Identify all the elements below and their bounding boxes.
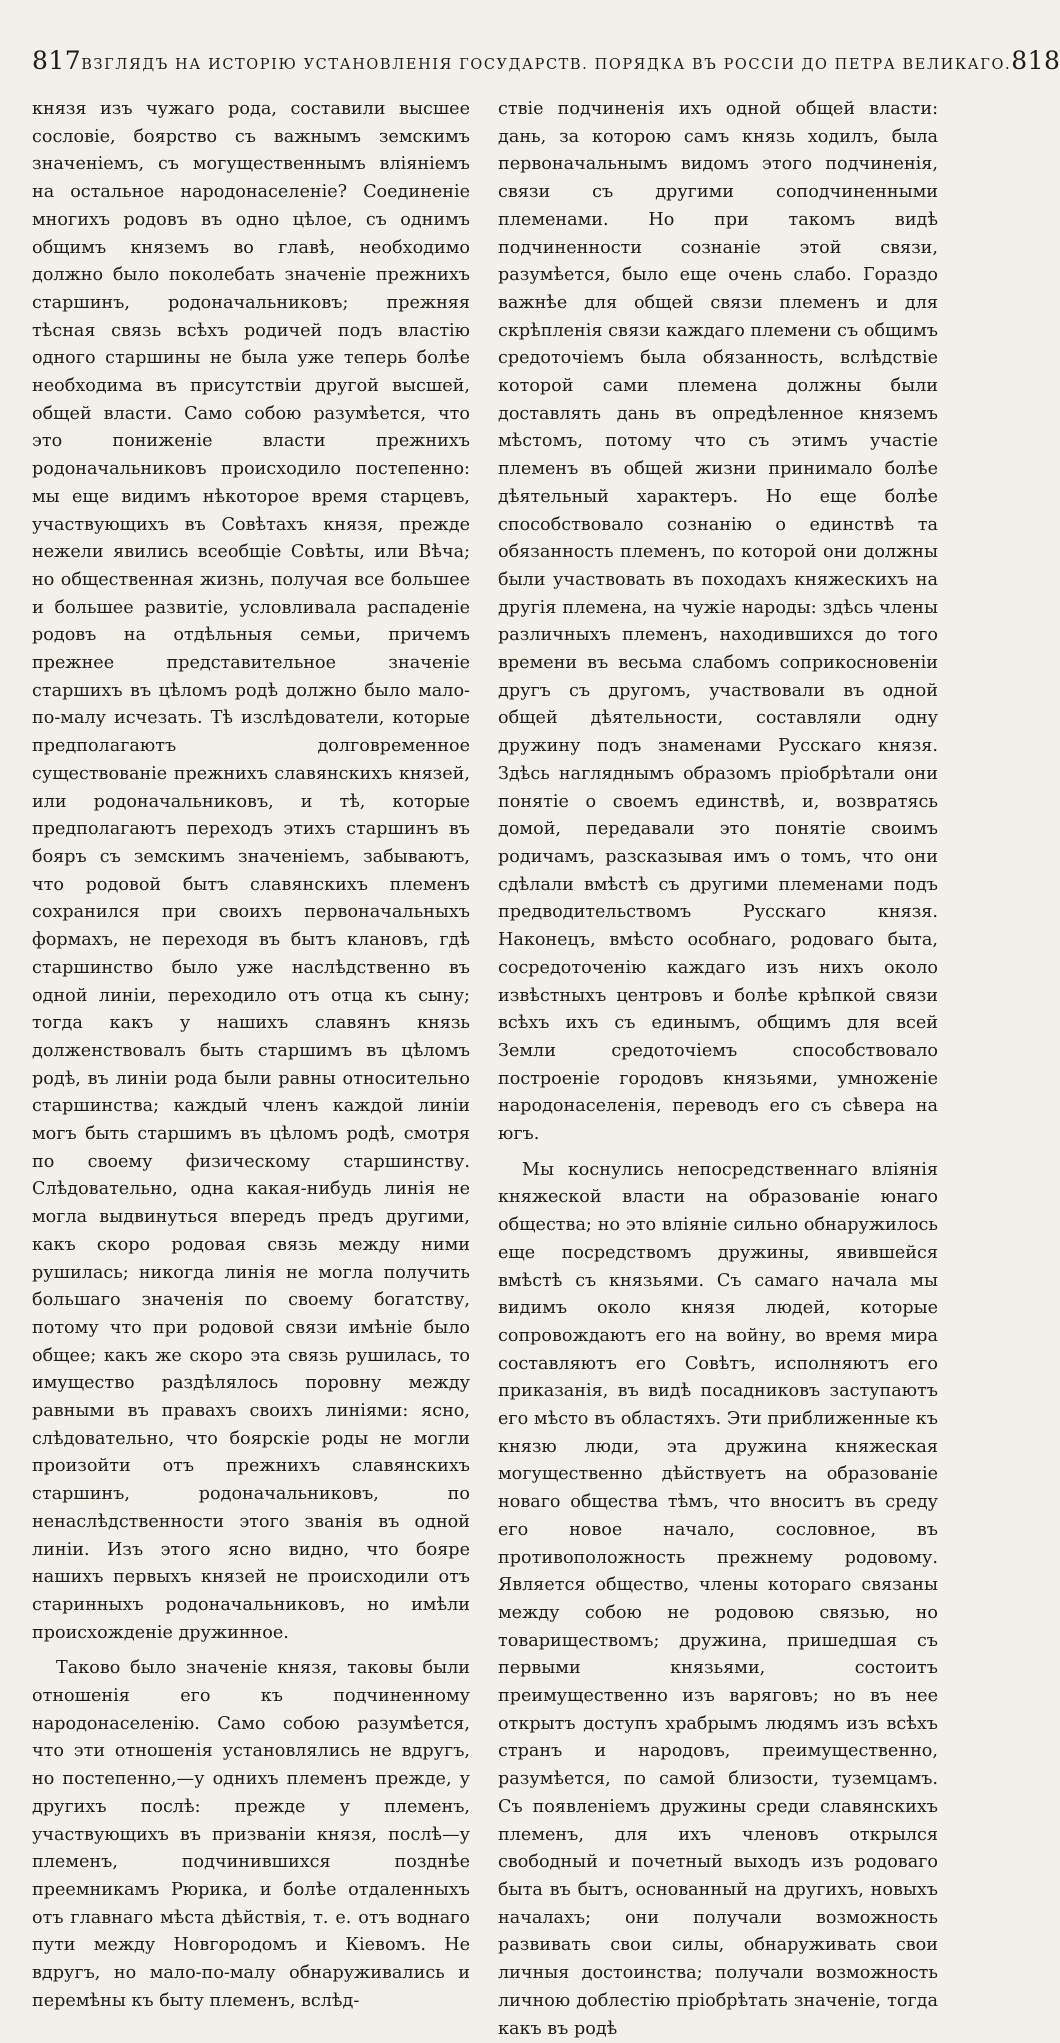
page-number-right: 818 <box>1011 46 1060 75</box>
left-column <box>32 96 470 2011</box>
right-paragraph-1: ствіе подчиненія ихъ одной общей власти: дань, за которою самъ князь ходилъ, была первоначальнымъ видомъ этого подчиненія, связи съ другими соподчиненными племенами. Но при такомъ видѣ подчиненности сознаніе этой связи, разумѣется, было еще очень слабо. Гораздо важнѣе для общей связи племенъ и для скрѣпленія связи каждаго племени съ общимъ средоточіемъ была обязанность, вслѣдствіе которой сами племена должны были доставлять дань въ опредѣленное княземъ мѣстомъ, потому что съ этимъ участіе племенъ въ общей жизни принимало болѣе дѣятельный характеръ. Но еще болѣе способствовало сознанію о единствѣ та обязанность племенъ, по которой они должны были участвовать въ походахъ княжескихъ на другія племена, на чужіе народы: здѣсь члены различныхъ племенъ, находившихся до того времени въ весьма слабомъ соприкосновеніи другъ съ другомъ, участвовали въ одной общей дѣятельности, составляли одну дружину подъ знаменами Русскаго князя. Здѣсь нагляднымъ образомъ пріобрѣтали они понятіе о своемъ единствѣ, и, возвратясь домой, передавали это понятіе своимъ родичамъ, разсказывая имъ о томъ, что они сдѣлали вмѣстѣ съ другими племенами подъ предводительствомъ Русскаго князя. Наконецъ, вмѣсто особнаго, родоваго быта, сосредоточенію каждаго изъ нихъ около извѣстныхъ центровъ и болѣе крѣпкой связи всѣхъ ихъ съ единымъ, общимъ для всей Земли средоточіемъ способствовало построеніе городовъ князьями, умноженіе народонаселенія, переводъ его съ сѣвера на югъ. <box>498 99 938 1145</box>
running-title: ВЗГЛЯДЪ НА ИСТОРІЮ УСТАНОВЛЕНІЯ ГОСУДАРСТВ. ПОРЯДКА ВЪ РОССІИ ДО ПЕТРА ВЕЛИКАГО. <box>81 57 1012 73</box>
page-header <box>32 46 1060 82</box>
page-number-left: 817 <box>32 46 82 75</box>
left-paragraph-1: князя изъ чужаго рода, составили высшее сословіе, боярство съ важнымъ земскимъ значеніемъ, съ могущественнымъ вліяніемъ на остальное народонаселеніе? Соединеніе многихъ родовъ въ одно цѣлое, съ однимъ общимъ княземъ во главѣ, необходимо должно было поколебать значеніе прежнихъ старшинъ, родоначальниковъ; прежняя тѣсная связь всѣхъ родичей подъ властію одного старшины не была уже теперь болѣе необходима въ присутствіи другой высшей, общей власти. Само собою разумѣется, что это пониженіе власти прежнихъ родоначальниковъ происходило постепенно: мы еще видимъ нѣкоторое время старцевъ, участвующихъ въ Совѣтахъ князя, прежде нежели явились всеобщіе Совѣты, или Вѣча; но общественная жизнь, получая все большее и большее развитіе, условливала распаденіе родовъ на отдѣльныя семьи, причемъ прежнее представительное значеніе старшихъ въ цѣломъ родѣ должно было мало-по-малу исчезать. Тѣ изслѣдователи, которые предполагаютъ долговременное существованіе прежнихъ славянскихъ князей, или родоначальниковъ, и тѣ, которые предполагаютъ переходъ этихъ старшинъ въ бояръ съ земскимъ значеніемъ, забываютъ, что родовой бытъ славянскихъ племенъ сохранился при своихъ первоначальныхъ формахъ, не переходя въ бытъ клановъ, гдѣ старшинство было уже наслѣдственно въ одной линіи, переходило отъ отца къ сыну; тогда какъ у нашихъ славянъ князь долженствовалъ быть старшимъ въ цѣломъ родѣ, въ линіи рода были равны относительно старшинства; каждый членъ каждой линіи могъ быть старшимъ въ цѣломъ родѣ, смотря по своему физическому старшинству. Слѣдовательно, одна какая-нибудь линія не могла выдвинуться впередъ предъ другими, какъ скоро родовая связь между ними рушилась; никогда линія не могла получить большаго значенія по своему богатству, потому что при родовой связи имѣніе было общее; какъ же скоро эта связь рушилась, то имущество раздѣлялось поровну между равными въ правахъ своихъ линіями: ясно, слѣдовательно, что боярскіе роды не могли произойти отъ прежнихъ славянскихъ старшинъ, родоначальниковъ, по ненаслѣдственности этого званія въ одной линіи. Изъ этого ясно видно, что бояре нашихъ первыхъ князей не происходили отъ старинныхъ родоначальниковъ, но имѣли происхожденіе дружинное. <box>32 99 470 1643</box>
right-column <box>498 96 938 2039</box>
left-paragraph-2: Таково было значеніе князя, таковы были отношенія его къ подчиненному народонаселенію. Само собою разумѣется, что эти отношенія установлялись не вдругъ, но постепенно,—у однихъ племенъ прежде, у другихъ послѣ: прежде у племенъ, участвующихъ въ призваніи князя, послѣ—у племенъ, подчинившихся позднѣе преемникамъ Рюрика, и болѣе отдаленныхъ отъ главнаго мѣста дѣйствія, т. е. отъ воднаго пути между Новгородомъ и Кіевомъ. Не вдругъ, но мало-по-малу обнаруживались и перемѣны къ быту племенъ, вслѣд- <box>32 1658 470 2011</box>
right-paragraph-2: Мы коснулись непосредственнаго вліянія княжеской власти на образованіе юнаго общества; но это вліяніе сильно обнаружилось еще посредствомъ дружины, явившейся вмѣстѣ съ князьями. Съ самаго начала мы видимъ около князя людей, которые сопровождаютъ его на войну, во время мира составляютъ его Совѣтъ, исполняютъ его приказанія, въ видѣ посадниковъ заступаютъ его мѣсто въ областяхъ. Эти приближенные къ князю люди, эта дружина княжеская могущественно дѣйствуетъ на образованіе новаго общества тѣмъ, что вноситъ въ среду его новое начало, сословное, въ противоположность прежнему родовому. Является общество, члены котораго связаны между собою не родовою связью, но товариществомъ; дружина, пришедшая съ первыми князьями, состоитъ преимущественно изъ варяговъ; но въ нее открытъ доступъ храбрымъ людямъ изъ всѣхъ странъ и народовъ, преимущественно, разумѣется, по самой близости, туземцамъ. Съ появленіемъ дружины среди славянскихъ племенъ, для ихъ членовъ открылся свободный и почетный выходъ изъ родоваго быта въ бытъ, основанный на другихъ, новыхъ началахъ; они получали возможность развивать свои силы, обнаруживать свои личныя достоинства; получали возможность личною доблестію пріобрѣтать значеніе, тогда какъ въ родѣ <box>498 1159 938 2039</box>
